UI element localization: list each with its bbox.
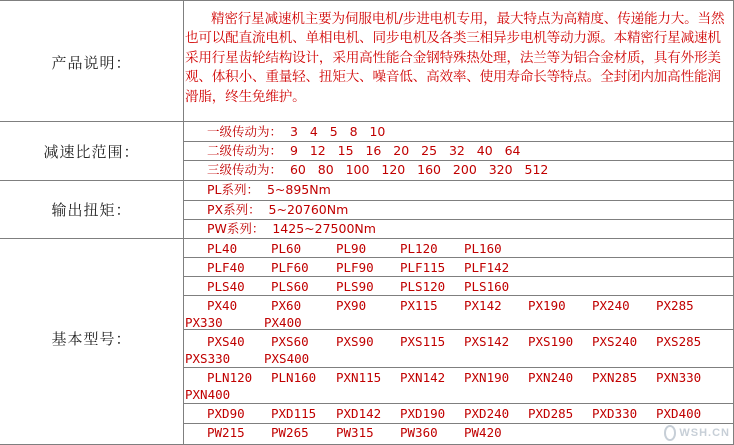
- model-code: PXD240: [464, 406, 510, 421]
- model-code: PXS90: [336, 334, 374, 349]
- model-code: PX90: [336, 298, 367, 313]
- model-code: PXD400: [656, 406, 702, 421]
- model-code: PXN115: [336, 370, 382, 385]
- ratio-row: 二级传动为： 9 12 15 16 20 25 32 40 64: [207, 143, 521, 158]
- model-code: PXS285: [656, 334, 702, 349]
- row-divider: [183, 295, 734, 296]
- model-code: PL120: [400, 241, 438, 256]
- model-code: PLN120: [207, 370, 253, 385]
- model-code: PX142: [464, 298, 502, 313]
- torque-label: 输出扭矩：: [51, 201, 132, 219]
- watermark-text: WSH.CN: [679, 427, 730, 439]
- description-label: 产品说明：: [51, 54, 132, 72]
- model-code: PLS60: [271, 279, 309, 294]
- model-code: PL90: [336, 241, 367, 256]
- model-code: PX240: [592, 298, 630, 313]
- model-code: PXN240: [528, 370, 574, 385]
- model-code: PXD142: [336, 406, 382, 421]
- model-code: PXD190: [400, 406, 446, 421]
- torque-row: PL系列： 5~895Nm: [207, 182, 331, 197]
- model-code: PXS142: [464, 334, 510, 349]
- model-code: PLF142: [464, 260, 510, 275]
- model-code: PL40: [207, 241, 238, 256]
- model-code: PW315: [336, 425, 374, 440]
- column-divider: [183, 0, 184, 445]
- model-code: PL60: [271, 241, 302, 256]
- model-code: PXS190: [528, 334, 574, 349]
- model-code: PXN190: [464, 370, 510, 385]
- model-code: PX330: [185, 315, 223, 330]
- section-divider: [0, 180, 734, 181]
- model-code: PXS115: [400, 334, 446, 349]
- ratio-label: 减速比范围：: [43, 143, 140, 161]
- model-code: PX115: [400, 298, 438, 313]
- model-code: PXD285: [528, 406, 574, 421]
- torque-row: PX系列： 5~20760Nm: [207, 202, 349, 217]
- model-code: PLF115: [400, 260, 446, 275]
- model-code: PXN330: [656, 370, 702, 385]
- model-code: PLN160: [271, 370, 317, 385]
- watermark: [664, 423, 730, 443]
- section-divider: [0, 238, 734, 239]
- ratio-row: 一级传动为： 3 4 5 8 10: [207, 124, 386, 139]
- model-code: PW420: [464, 425, 502, 440]
- model-code: PLS90: [336, 279, 374, 294]
- model-code: PLF90: [336, 260, 374, 275]
- model-code: PW265: [271, 425, 309, 440]
- model-code: PW215: [207, 425, 245, 440]
- model-code: PXN142: [400, 370, 446, 385]
- model-code: PXD115: [271, 406, 317, 421]
- models-label: 基本型号：: [51, 330, 132, 348]
- model-code: PXS330: [185, 351, 231, 366]
- model-code: PXN285: [592, 370, 638, 385]
- model-code: PXD90: [207, 406, 245, 421]
- model-code: PLS120: [400, 279, 446, 294]
- model-code: PXS400: [264, 351, 310, 366]
- model-code: PXS40: [207, 334, 245, 349]
- model-code: PLS40: [207, 279, 245, 294]
- row-divider: [183, 257, 734, 258]
- section-divider: [0, 121, 734, 122]
- product-description: 精密行星减速机主要为伺服电机/步进电机专用，最大特点为高精度、传递能力大。当然也可以配直流电机、单相电机、同步电机及各类三相异步电机等动力源。本精密行星减速机采用行星齿轮结构设计，采用高性能合金钢特殊热处理，法兰等为铝合金材质，具有外形美观、体积小、重量轻、扭矩大、噪音低、高效率、使用寿命长等特点。全封闭内加高性能润滑脂，终生免维护。: [185, 11, 725, 105]
- model-code: PX190: [528, 298, 566, 313]
- model-code: PXS240: [592, 334, 638, 349]
- model-code: PXN400: [185, 387, 231, 402]
- model-code: PX60: [271, 298, 302, 313]
- model-code: PX400: [264, 315, 302, 330]
- row-divider: [183, 403, 734, 404]
- watermark-logo-icon: [664, 425, 676, 441]
- model-code: PLF40: [207, 260, 245, 275]
- row-divider: [183, 423, 734, 424]
- model-code: PXS60: [271, 334, 309, 349]
- model-code: PX40: [207, 298, 238, 313]
- model-code: PW360: [400, 425, 438, 440]
- model-code: PLS160: [464, 279, 510, 294]
- ratio-row: 三级传动为： 60 80 100 120 160 200 320 512: [207, 162, 549, 177]
- model-code: PX285: [656, 298, 694, 313]
- model-code: PLF60: [271, 260, 309, 275]
- row-divider: [183, 276, 734, 277]
- model-code: PXD330: [592, 406, 638, 421]
- model-code: PL160: [464, 241, 502, 256]
- torque-row: PW系列： 1425~27500Nm: [207, 221, 376, 236]
